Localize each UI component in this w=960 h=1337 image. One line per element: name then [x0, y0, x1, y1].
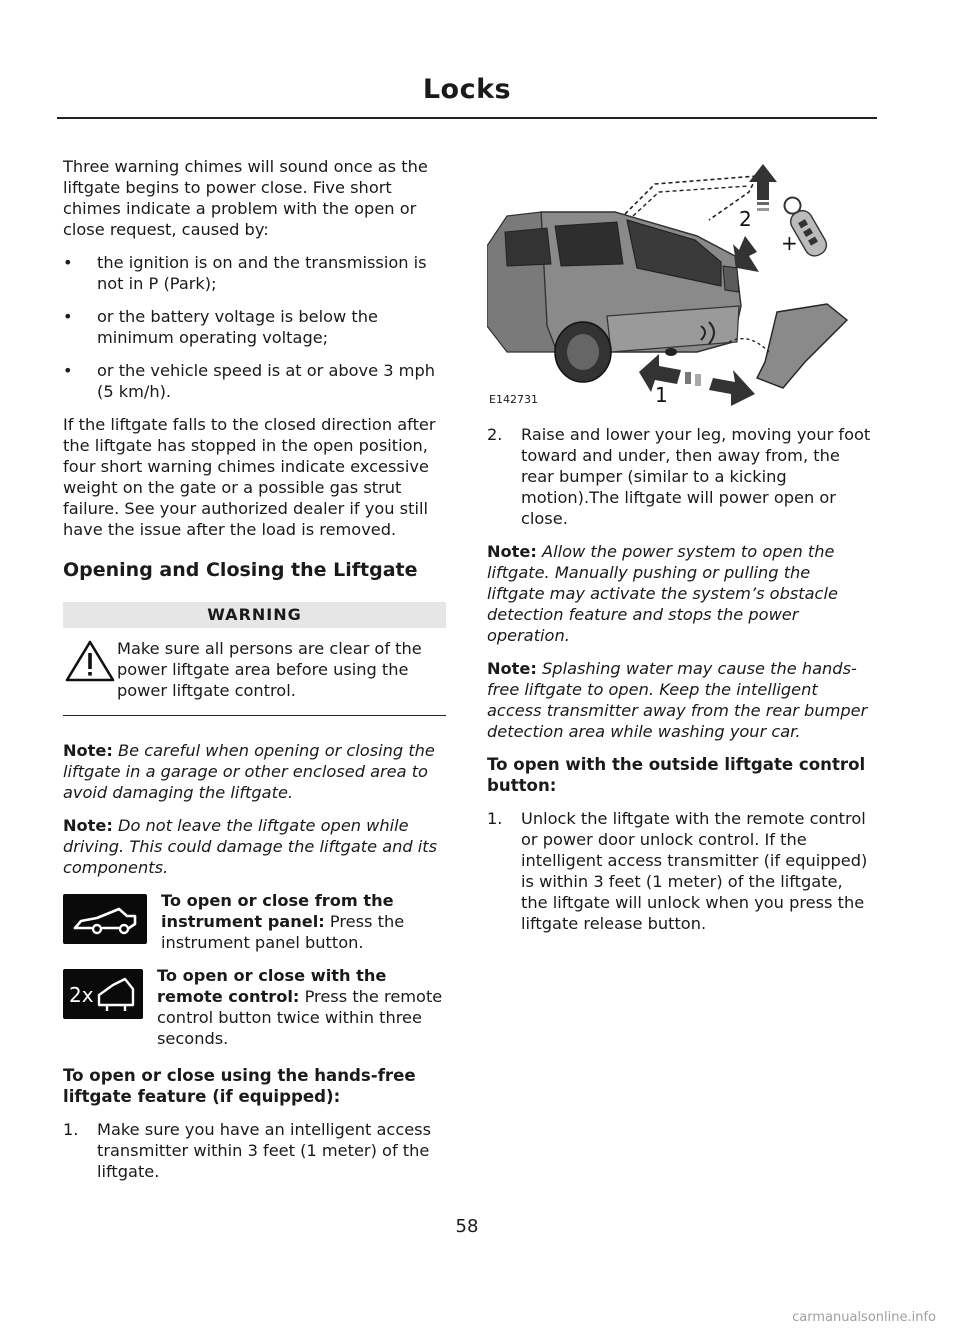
warning-triangle-icon: [63, 638, 117, 686]
remote-control-desc: Press the remote control button twice within three seconds.: [157, 987, 443, 1048]
liftgate-car-icon: [63, 894, 147, 944]
handsfree-heading: To open or close using the hands-free liftgate feature (if equipped):: [63, 1066, 416, 1106]
step-number: 2.: [487, 425, 503, 444]
note-label: Note:: [487, 542, 537, 561]
list-item: • or the vehicle speed is at or above 3 mph (5 km/h).: [63, 360, 446, 402]
handsfree-steps-continued: [487, 424, 872, 529]
outside-button-steps: [487, 808, 872, 934]
page-number: 58: [455, 1216, 479, 1237]
figure-label-2: 2: [739, 207, 752, 231]
remote-control-bold: To open or close with the remote control:: [157, 966, 387, 1006]
step-text: Make sure you have an intelligent access transmitter within 3 feet (1 meter) of the liftgate.: [97, 1120, 432, 1181]
warning-heading: WARNING: [63, 602, 446, 628]
note-label: Note:: [487, 659, 537, 678]
note-label: Note:: [63, 816, 113, 835]
warning-body: [63, 638, 446, 716]
instrument-panel-text: [161, 890, 446, 953]
intro-paragraph: Three warning chimes will sound once as the liftgate begins to power close. Five short chimes indicate a problem with the open or close request, caused by:: [63, 157, 428, 239]
figure-label-plus: +: [781, 231, 798, 255]
figure-code: E142731: [489, 393, 538, 406]
remote-icon-label: 2x: [69, 983, 94, 1007]
car-kick-illustration: [487, 156, 872, 412]
header-rule: [57, 117, 877, 119]
outside-button-heading: To open with the outside liftgate control button:: [487, 755, 866, 795]
note-text: Be careful when opening or closing the liftgate in a garage or other enclosed area to avoid damaging the liftgate.: [63, 741, 435, 802]
note-water: [487, 658, 872, 742]
weight-paragraph: If the liftgate falls to the closed direction after the liftgate has stopped in the open position, four short warning chimes indicate excessive weight on the gate or a possible gas strut failure. See your authorized dealer if you still have the issue after the load is removed.: [63, 415, 436, 539]
warning-text: Make sure all persons are clear of the power liftgate area before using the power liftgate control.: [117, 639, 422, 700]
note-label: Note:: [63, 741, 113, 760]
step-text: Unlock the liftgate with the remote control or power door unlock control. If the intelligent access transmitter (if equipped) is within 3 feet (1 meter) of the liftgate, the liftgate will unlock when you press the liftgate release button.: [521, 809, 868, 933]
note-driving: [63, 815, 446, 878]
instrument-panel-row: [63, 890, 446, 953]
watermark: carmanualsonline.info: [792, 1310, 936, 1325]
note-garage: [63, 740, 446, 803]
warning-box: [63, 602, 446, 716]
step-text: Raise and lower your leg, moving your foot toward and under, then away from, the rear bumper (similar to a kicking motion).The liftgate will power open or close.: [521, 425, 871, 528]
handsfree-steps: [63, 1119, 446, 1182]
remote-control-text: [157, 965, 446, 1049]
note-text: Do not leave the liftgate open while driving. This could damage the liftgate and its components.: [63, 816, 438, 877]
list-item: [487, 808, 872, 934]
remote-liftgate-icon: [63, 969, 143, 1019]
instrument-panel-desc: Press the instrument panel button.: [161, 912, 405, 952]
list-item: [63, 1119, 446, 1182]
note-text: Splashing water may cause the hands-free liftgate to open. Keep the intelligent access transmitter away from the rear bumper detection area while washing your car.: [487, 659, 868, 741]
remote-control-row: [63, 965, 446, 1049]
section-title: Opening and Closing the Liftgate: [63, 559, 418, 581]
list-item: [487, 424, 872, 529]
instrument-panel-bold: To open or close from the instrument panel:: [161, 891, 394, 931]
right-column: [487, 156, 872, 946]
left-column: [63, 156, 446, 1194]
figure-label-1: 1: [655, 383, 668, 407]
step-number: 1.: [63, 1120, 79, 1139]
list-item: • the ignition is on and the transmission is not in P (Park);: [63, 252, 446, 294]
chime-causes-list: [63, 252, 446, 402]
note-text: Allow the power system to open the liftgate. Manually pushing or pulling the liftgate may activate the system’s obstacle detection feature and stops the power operation.: [487, 542, 838, 645]
page-title: Locks: [422, 74, 512, 105]
handsfree-liftgate-figure: [487, 156, 872, 412]
step-number: 1.: [487, 809, 503, 828]
note-obstacle: [487, 541, 872, 646]
list-item: • or the battery voltage is below the minimum operating voltage;: [63, 306, 446, 348]
